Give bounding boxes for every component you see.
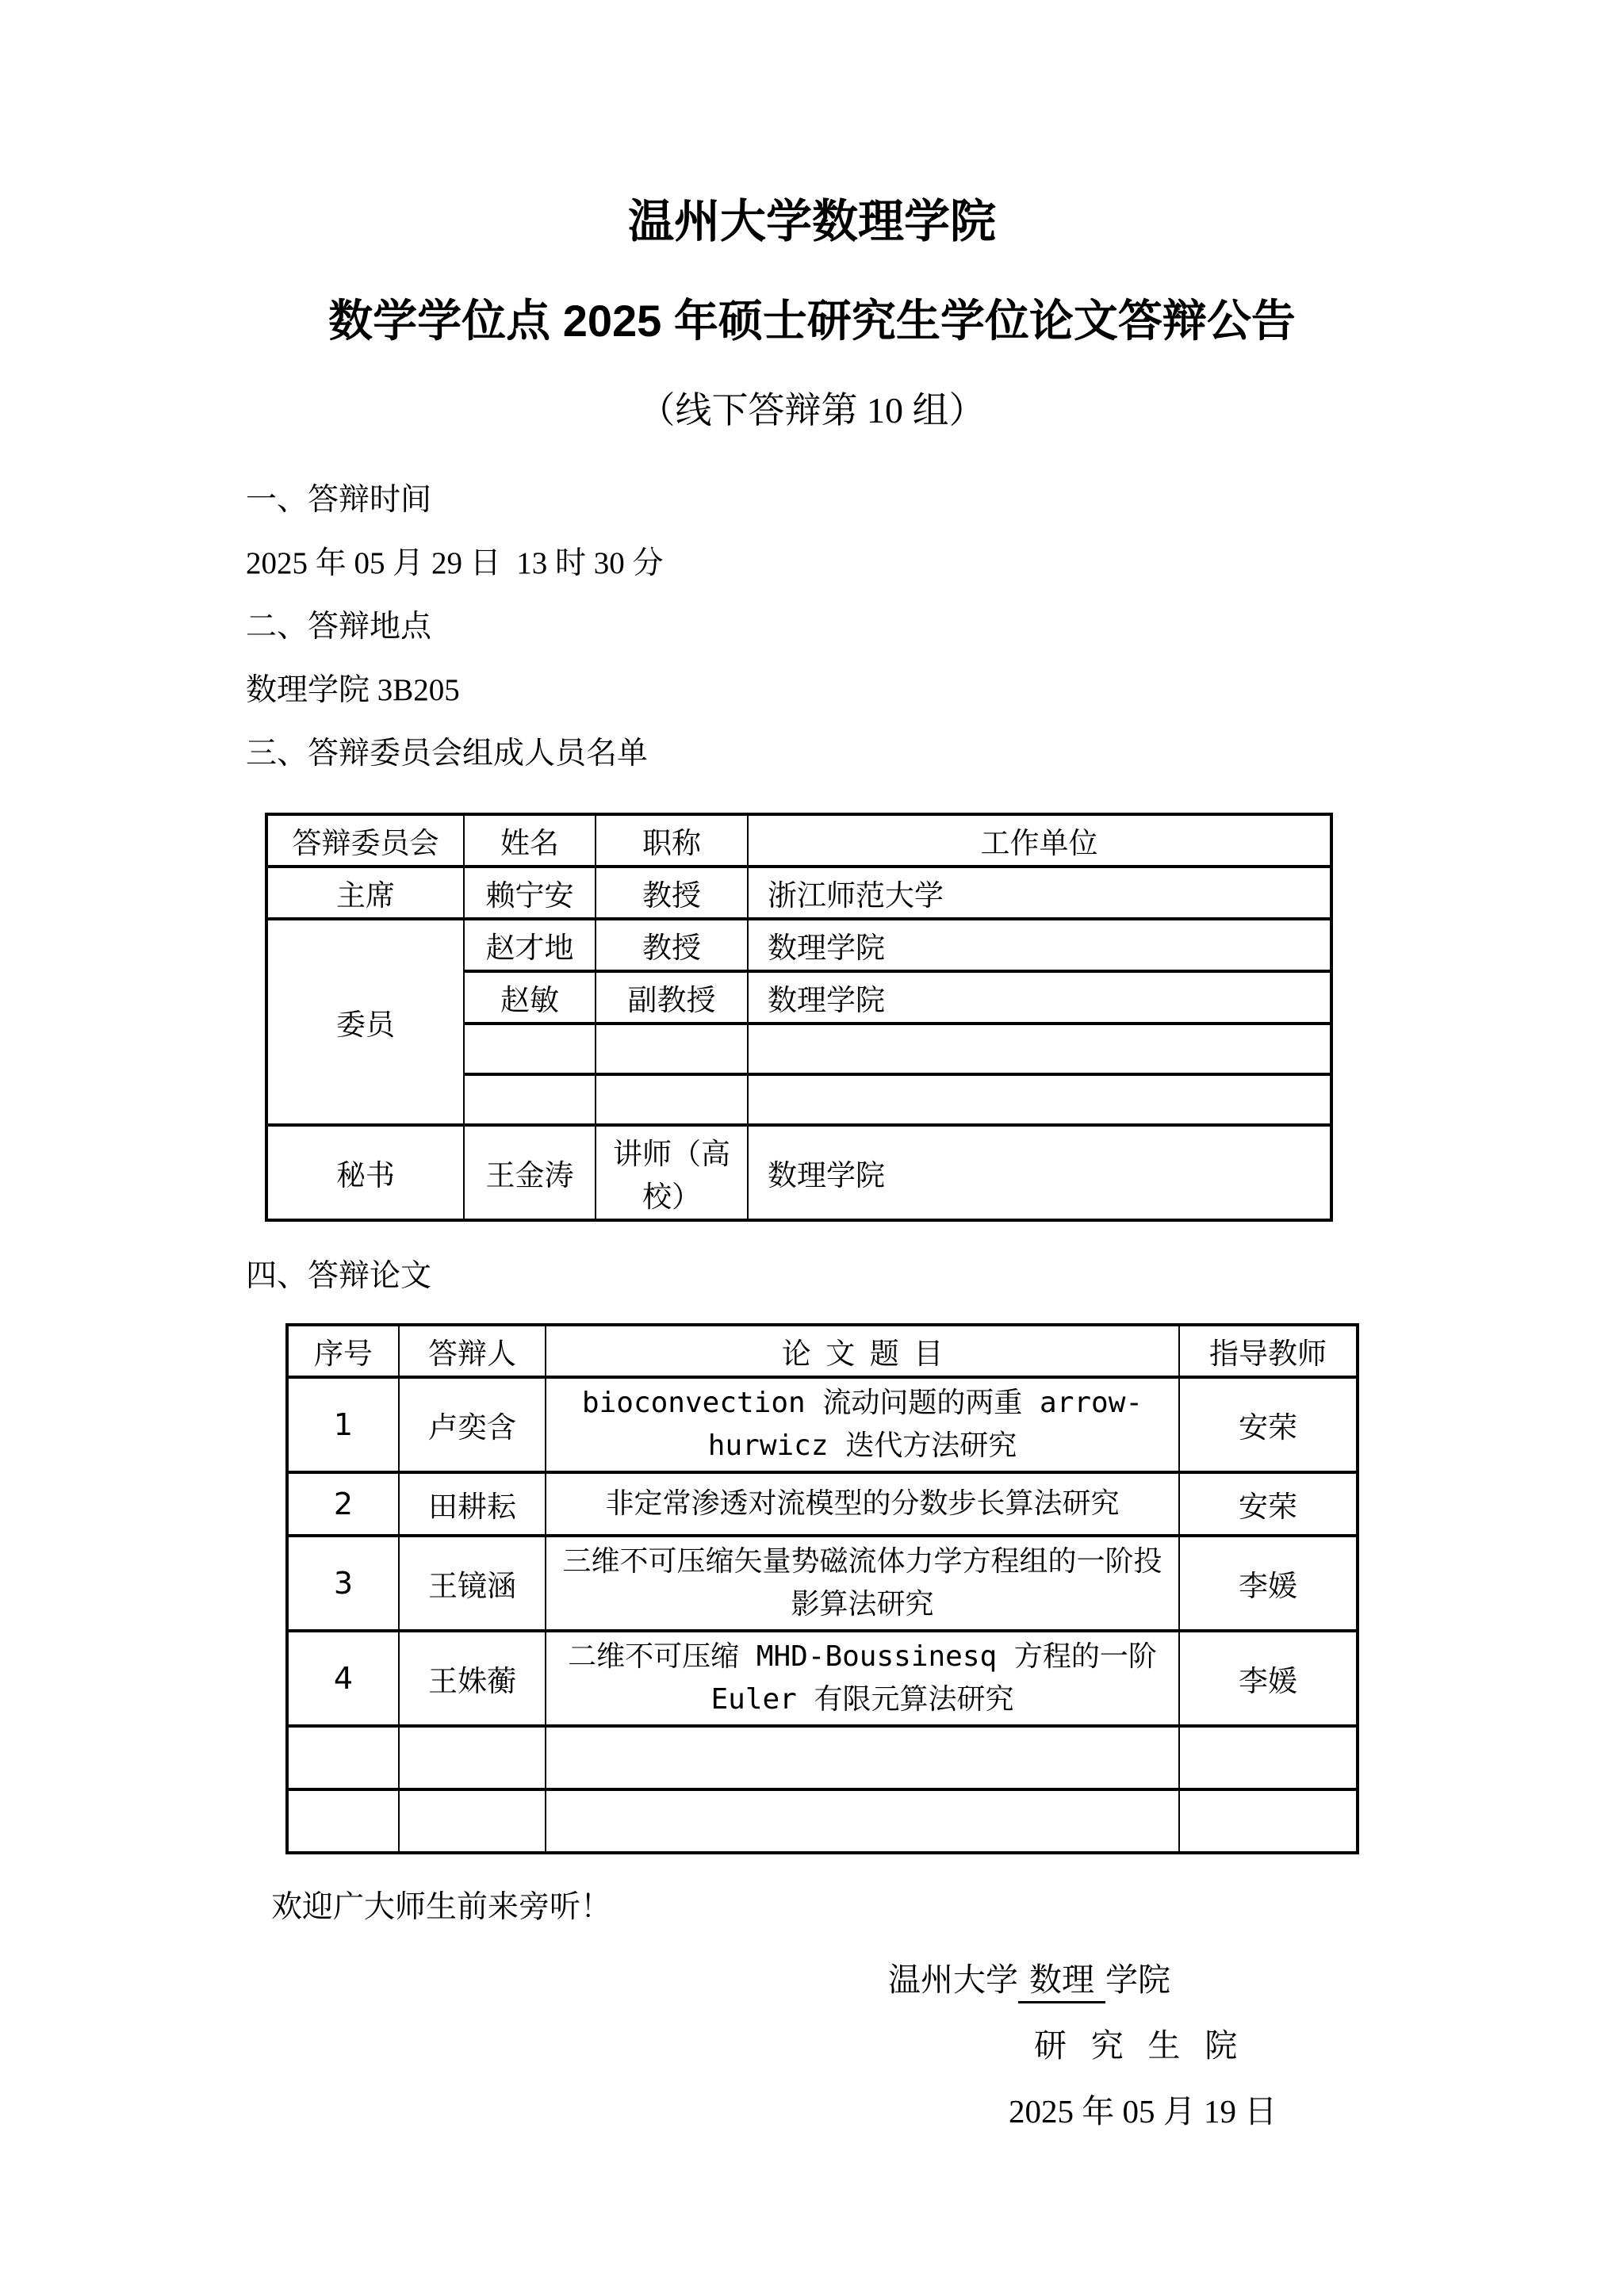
- defense-location: 数理学院 3B205: [246, 672, 460, 707]
- thesis-table: [285, 1323, 1359, 1854]
- thesis-no: 2: [287, 1472, 399, 1536]
- section-4-heading: 四、答辩论文: [246, 1258, 432, 1293]
- thesis-no: [287, 1726, 399, 1789]
- thesis-title: 二维不可压缩 MHD-Boussinesq 方程的一阶 Euler 有限元算法研究: [546, 1631, 1179, 1726]
- table-row: [266, 1125, 1331, 1220]
- committee-header-name: 姓名: [464, 814, 596, 867]
- signature-college-underlined: 数理: [1018, 1961, 1105, 2003]
- member-title: [596, 1024, 748, 1074]
- thesis-title: 三维不可压缩矢量势磁流体力学方程组的一阶投影算法研究: [546, 1536, 1179, 1631]
- table-row: [287, 1472, 1358, 1536]
- thesis-no: 3: [287, 1536, 399, 1631]
- thesis-title: bioconvection 流动问题的两重 arrow-hurwicz 迭代方法研究: [546, 1377, 1179, 1472]
- table-row: [287, 1631, 1358, 1726]
- thesis-advisor: 李媛: [1179, 1536, 1358, 1631]
- chair-org: 浙江师范大学: [748, 867, 1331, 919]
- thesis-no: 1: [287, 1377, 399, 1472]
- table-row: [287, 1377, 1358, 1472]
- table-row: [266, 919, 1331, 971]
- member-title: [596, 1074, 748, 1125]
- member-title: 副教授: [596, 971, 748, 1024]
- signature-date: 2025 年 05 月 19 日: [1009, 2092, 1277, 2130]
- member-title: 教授: [596, 919, 748, 971]
- info-sections: [246, 469, 1624, 786]
- chair-name: 赖宁安: [464, 867, 596, 919]
- thesis-advisor: 安荣: [1179, 1472, 1358, 1536]
- document-title-main: 数学学位点 2025 年硕士研究生学位论文答辩公告: [328, 295, 1296, 346]
- thesis-title: [546, 1726, 1179, 1789]
- thesis-title: [546, 1789, 1179, 1853]
- thesis-title: 非定常渗透对流模型的分数步长算法研究: [546, 1472, 1179, 1536]
- member-role: 委员: [266, 919, 464, 1125]
- committee-header-role: 答辩委员会: [266, 814, 464, 867]
- thesis-advisor: 安荣: [1179, 1377, 1358, 1472]
- member-org: [748, 1024, 1331, 1074]
- committee-header-title: 职称: [596, 814, 748, 867]
- section-1-heading: 一、答辩时间: [246, 482, 432, 517]
- thesis-no: [287, 1789, 399, 1853]
- signature-college-suffix: 学院: [1105, 1961, 1170, 1998]
- signature-college-line: [888, 1961, 1624, 1998]
- thesis-advisor: [1179, 1726, 1358, 1789]
- thesis-student: [399, 1789, 546, 1853]
- thesis-student: [399, 1726, 546, 1789]
- committee-table: [265, 813, 1333, 1222]
- thesis-header-student: 答辩人: [399, 1325, 546, 1377]
- secretary-title: 讲师（高校）: [596, 1125, 748, 1220]
- thesis-header-no: 序号: [287, 1325, 399, 1377]
- member-name: [464, 1074, 596, 1125]
- secretary-org: 数理学院: [748, 1125, 1331, 1220]
- welcome-line: 欢迎广大师生前来旁听！: [271, 1889, 612, 1924]
- chair-role: 主席: [266, 867, 464, 919]
- table-row: [266, 867, 1331, 919]
- thesis-header-row: [287, 1325, 1358, 1377]
- table-row: [287, 1536, 1358, 1631]
- member-org: 数理学院: [748, 971, 1331, 1024]
- committee-header-org: 工作单位: [748, 814, 1331, 867]
- thesis-header-advisor: 指导教师: [1179, 1325, 1358, 1377]
- thesis-student: 王姝蘅: [399, 1631, 546, 1726]
- secretary-role: 秘书: [266, 1125, 464, 1220]
- thesis-student: 王镜涵: [399, 1536, 546, 1631]
- document-subtitle-group: （线下答辩第 10 组）: [638, 389, 986, 430]
- thesis-advisor: 李媛: [1179, 1631, 1358, 1726]
- signature-university: 温州大学: [888, 1961, 1018, 1998]
- document-title-college: 温州大学数理学院: [627, 196, 996, 247]
- chair-title: 教授: [596, 867, 748, 919]
- member-name: 赵敏: [464, 971, 596, 1024]
- signature-graduate-school: 研 究 生 院: [1034, 2026, 1238, 2064]
- member-name: 赵才地: [464, 919, 596, 971]
- thesis-header-title: 论 文 题 目: [546, 1325, 1179, 1377]
- thesis-no: 4: [287, 1631, 399, 1726]
- table-row: [287, 1726, 1358, 1789]
- defense-time: 2025 年 05 月 29 日 13 时 30 分: [246, 545, 664, 580]
- member-org: 数理学院: [748, 919, 1331, 971]
- member-name: [464, 1024, 596, 1074]
- member-org: [748, 1074, 1331, 1125]
- thesis-student: 田耕耘: [399, 1472, 546, 1536]
- section-3-heading: 三、答辩委员会组成人员名单: [246, 736, 649, 771]
- secretary-name: 王金涛: [464, 1125, 596, 1220]
- thesis-advisor: [1179, 1789, 1358, 1853]
- section-2-heading: 二、答辩地点: [246, 609, 432, 644]
- committee-header-row: [266, 814, 1331, 867]
- thesis-student: 卢奕含: [399, 1377, 546, 1472]
- table-row: [287, 1789, 1358, 1853]
